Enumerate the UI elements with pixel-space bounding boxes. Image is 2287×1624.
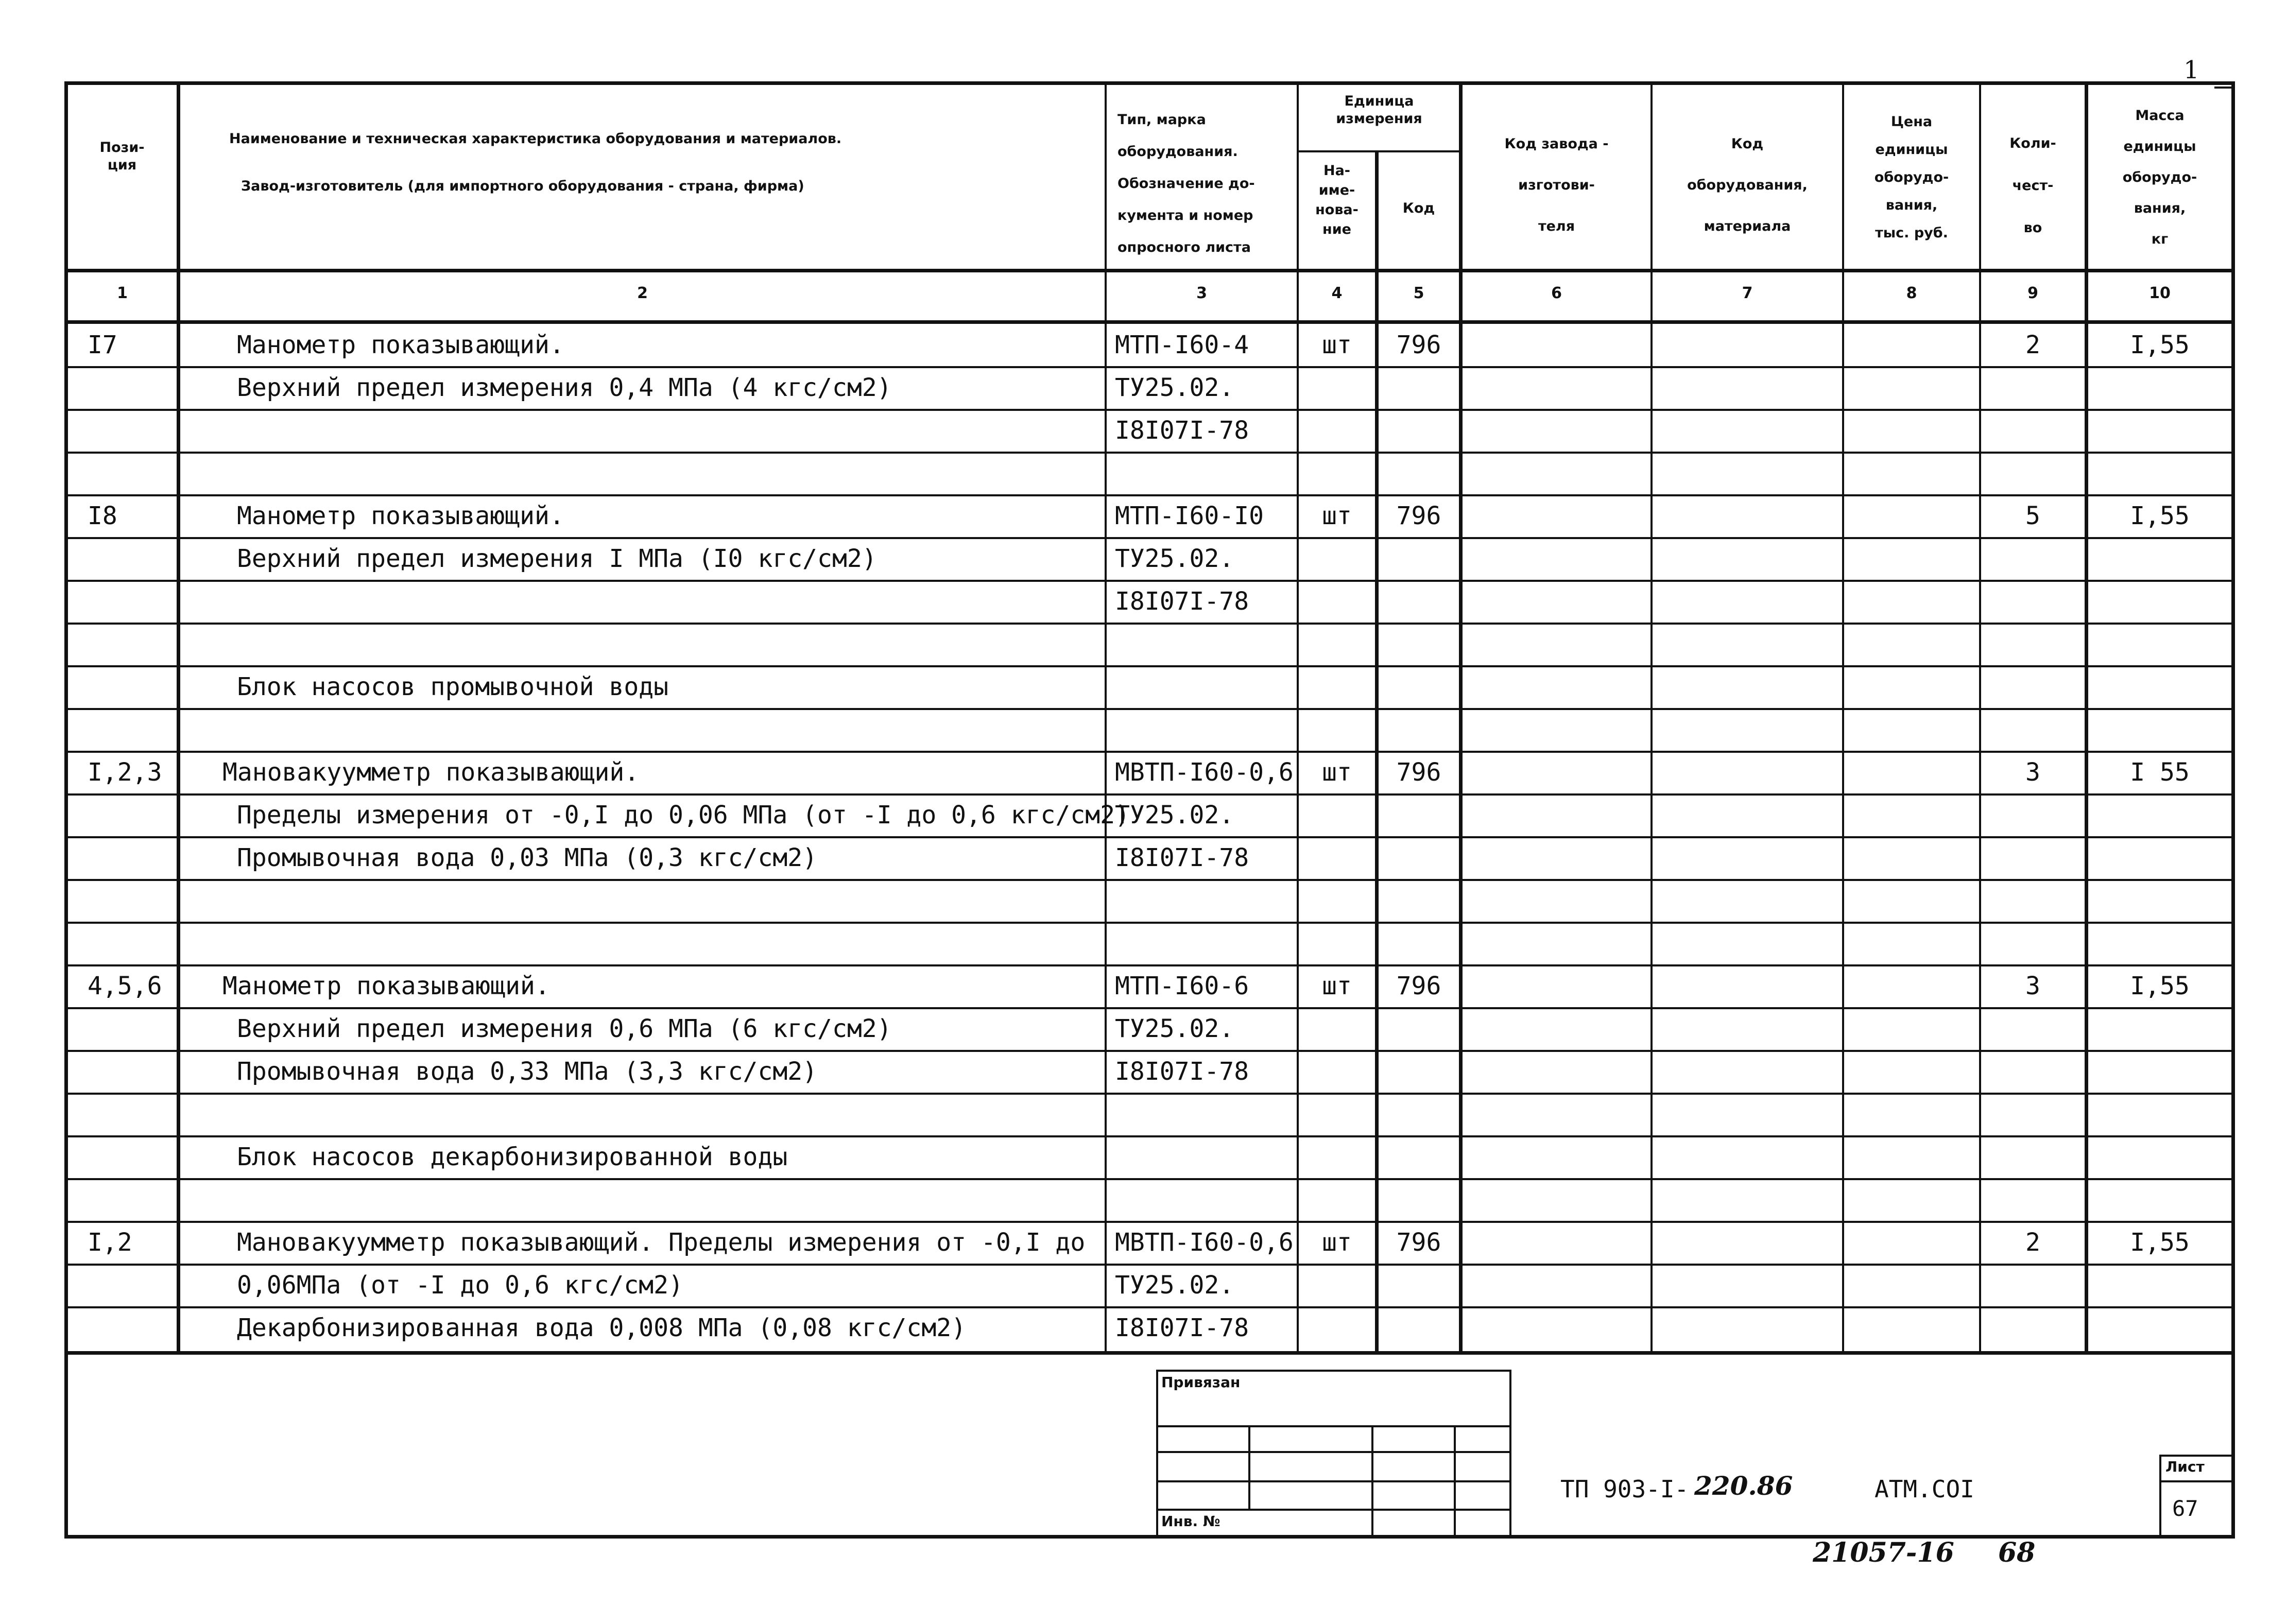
sheet-box-top: [2159, 1455, 2231, 1457]
stamp-col-3: [1454, 1425, 1456, 1537]
col-number-4: 4: [1331, 284, 1343, 302]
cell-position: I8: [88, 502, 117, 530]
cell-type: МВТП-I60-0,6: [1115, 758, 1294, 787]
cell-unit-name: шт: [1322, 502, 1352, 530]
row-separator: [68, 580, 2233, 582]
row-separator: [68, 409, 2233, 411]
col-line-8: [1979, 81, 1981, 1353]
row-separator: [68, 708, 2233, 710]
cell-name: Мановакуумметр показывающий. Пределы измерения от -0,I до: [237, 1228, 1086, 1257]
cell-unit-code: 796: [1396, 972, 1441, 1000]
row-separator: [68, 494, 2233, 496]
col-line-3: [1297, 81, 1299, 1353]
header-bottom-line: [64, 269, 2235, 272]
cell-mass: I,55: [2130, 331, 2190, 359]
cell-type: ТУ25.02.: [1115, 1271, 1234, 1300]
row-separator: [68, 665, 2233, 667]
row-separator: [68, 964, 2233, 966]
col-line-9: [2085, 81, 2088, 1353]
col-header-unit-code: Код: [1402, 200, 1435, 216]
col-number-2: 2: [637, 284, 648, 302]
cell-unit-name: шт: [1322, 1228, 1352, 1257]
col-header-plant-code: Код завода - изготови- теля: [1504, 136, 1609, 234]
cell-name: Верхний предел измерения I МПа (I0 кгс/см2): [237, 544, 877, 573]
row-separator: [68, 836, 2233, 838]
cell-position: I,2: [88, 1228, 132, 1257]
col-number-8: 8: [1906, 284, 1917, 302]
row-separator: [68, 366, 2233, 368]
stamp-top-line: [1156, 1370, 1511, 1372]
col-line-6: [1650, 81, 1653, 1353]
cell-name: Манометр показывающий.: [237, 331, 564, 359]
row-separator: [68, 1264, 2233, 1266]
cell-unit-code: 796: [1396, 758, 1441, 787]
cell-unit-name: шт: [1322, 758, 1352, 787]
col-line-1: [177, 81, 180, 1353]
col-header-unit-name: На- име- нова- ние: [1315, 163, 1359, 237]
cell-name: Верхний предел измерения 0,6 МПа (6 кгс/см2): [237, 1014, 892, 1043]
stamp-right-line: [1509, 1370, 1511, 1537]
cell-name: Декарбонизированная вода 0,008 МПа (0,08 кгс/см2): [237, 1314, 967, 1342]
footer-sheet-count: 68: [1998, 1537, 2036, 1568]
cell-mass: I,55: [2130, 1228, 2190, 1257]
doc-code-number: 220.86: [1694, 1471, 1793, 1501]
cell-type: I8I07I-78: [1115, 1314, 1249, 1342]
row-separator: [68, 452, 2233, 454]
cell-name: Верхний предел измерения 0,4 МПа (4 кгс/см2): [237, 373, 892, 402]
cell-unit-code: 796: [1396, 1228, 1441, 1257]
cell-unit-name: шт: [1322, 972, 1352, 1000]
stamp-line-4: [1156, 1509, 1511, 1511]
col-line-5: [1459, 81, 1463, 1353]
stamp-col-2: [1371, 1425, 1373, 1537]
row-separator: [68, 879, 2233, 881]
cell-mass: I,55: [2130, 972, 2190, 1000]
cell-position: I7: [88, 331, 117, 359]
frame-left-line: [64, 81, 68, 1539]
footer-archive-number: 21057-16: [1813, 1537, 1954, 1568]
cell-name: Манометр показывающий.: [237, 502, 564, 530]
stamp-line-2: [1156, 1451, 1511, 1453]
cell-unit-code: 796: [1396, 331, 1441, 359]
cell-unit-code: 796: [1396, 502, 1441, 530]
cell-type: ТУ25.02.: [1115, 801, 1234, 830]
sheet-box-left: [2159, 1455, 2161, 1537]
col-number-9: 9: [2027, 284, 2038, 302]
cell-name: Мановакуумметр показывающий.: [222, 758, 640, 787]
cell-type: МТП-I60-4: [1115, 331, 1249, 359]
row-separator: [68, 1221, 2233, 1223]
row-separator: [68, 1135, 2233, 1137]
cell-type: I8I07I-78: [1115, 843, 1249, 872]
doc-mark: АТМ.COI: [1875, 1475, 1974, 1503]
cell-name: Пределы измерения от -0,I до 0,06 МПа (от -I до 0,6 кгс/см2): [237, 801, 1130, 830]
cell-type: ТУ25.02.: [1115, 544, 1234, 573]
cell-name: Промывочная вода 0,33 МПа (3,3 кгс/см2): [237, 1057, 818, 1086]
row-separator: [68, 793, 2233, 796]
col-header-name-line1: Наименование и техническая характеристика оборудования и материалов.: [229, 131, 842, 147]
col-header-position: Пози- ция: [99, 140, 145, 173]
col-header-mass: Масса единицы оборудо- вания, кг: [2122, 108, 2197, 247]
row-separator: [68, 1093, 2233, 1095]
cell-type: I8I07I-78: [1115, 1057, 1249, 1086]
col-number-1: 1: [117, 284, 128, 302]
table-bottom-line: [64, 1351, 2235, 1355]
row-separator: [68, 1306, 2233, 1308]
cell-type: ТУ25.02.: [1115, 1014, 1234, 1043]
col-line-2: [1105, 81, 1107, 1353]
cell-mass: I,55: [2130, 502, 2190, 530]
cell-type: I8I07I-78: [1115, 416, 1249, 445]
cell-quantity: 3: [2025, 758, 2040, 787]
col-line-7: [1842, 81, 1844, 1353]
row-separator: [68, 922, 2233, 924]
cell-quantity: 5: [2025, 502, 2040, 530]
cell-name: 0,06МПа (от -I до 0,6 кгс/см2): [237, 1271, 683, 1300]
stamp-line-1: [1156, 1425, 1511, 1427]
cell-name: Промывочная вода 0,03 МПа (0,3 кгс/см2): [237, 843, 818, 872]
row-separator: [68, 751, 2233, 753]
cell-type: I8I07I-78: [1115, 587, 1249, 616]
col-header-equipment-code: Код оборудования, материала: [1687, 136, 1808, 234]
col-header-type: Тип, марка оборудования. Обозначение до- кумента и номер опросного листа: [1117, 112, 1255, 255]
cell-type: МВТП-I60-0,6: [1115, 1228, 1294, 1257]
stamp-col-1: [1248, 1425, 1250, 1509]
cell-name: Блок насосов декарбонизированной воды: [237, 1143, 788, 1171]
row-separator: [68, 623, 2233, 625]
col-number-3: 3: [1196, 284, 1207, 302]
row-separator: [68, 537, 2233, 539]
col-header-unit: Единица измерения: [1336, 93, 1422, 127]
doc-code-prefix: ТП 903-I-: [1560, 1475, 1689, 1503]
col-number-7: 7: [1742, 284, 1753, 302]
col-header-name-line2: Завод-изготовитель (для импортного оборудования - страна, фирма): [241, 178, 804, 194]
cell-position: I,2,3: [88, 758, 162, 787]
cell-type: ТУ25.02.: [1115, 373, 1234, 402]
stamp-left-line: [1156, 1370, 1158, 1537]
cell-quantity: 3: [2025, 972, 2040, 1000]
cell-type: МТП-I60-I0: [1115, 502, 1264, 530]
cell-name: Блок насосов промывочной воды: [237, 672, 669, 701]
row-separator: [68, 1050, 2233, 1052]
col-number-10: 10: [2149, 284, 2171, 302]
col-header-price: Цена единицы оборудо- вания, тыс. руб.: [1874, 114, 1949, 241]
col-header-quantity: Коли- чест- во: [2009, 135, 2056, 236]
col-number-5: 5: [1413, 284, 1424, 302]
cell-name: Манометр показывающий.: [222, 972, 550, 1000]
cell-quantity: 2: [2025, 1228, 2040, 1257]
cell-quantity: 2: [2025, 331, 2040, 359]
page-number-top: 1: [2183, 56, 2199, 84]
stamp-privyazan-label: Привязан: [1161, 1374, 1241, 1391]
cell-mass: I 55: [2130, 758, 2190, 787]
cell-position: 4,5,6: [88, 972, 162, 1000]
stamp-inv-label: Инв. №: [1161, 1513, 1220, 1530]
colnum-bottom-line: [64, 320, 2235, 324]
sheet-number: 67: [2172, 1496, 2198, 1521]
row-separator: [68, 1178, 2233, 1180]
stamp-line-3: [1156, 1480, 1511, 1482]
col-number-6: 6: [1551, 284, 1562, 302]
sheet-box-mid: [2159, 1480, 2231, 1482]
cell-unit-name: шт: [1322, 331, 1352, 359]
frame-right-line: [2231, 81, 2235, 1539]
cell-type: МТП-I60-6: [1115, 972, 1249, 1000]
unit-subheader-line: [1297, 150, 1460, 152]
row-separator: [68, 1007, 2233, 1009]
frame-top-line: [64, 81, 2235, 85]
sheet-label: Лист: [2165, 1458, 2205, 1475]
